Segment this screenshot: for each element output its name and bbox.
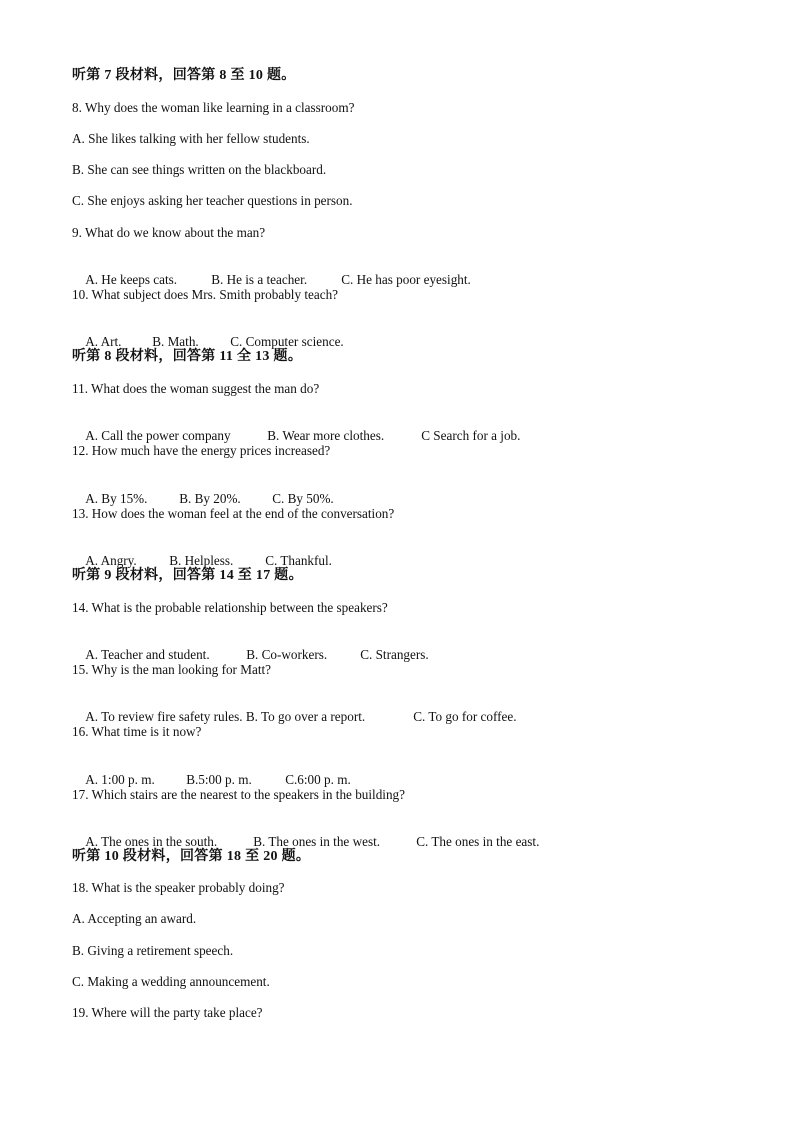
question-text: 17. Which stairs are the nearest to the speakers in the building? (72, 787, 406, 802)
option-c: C. Computer science. (230, 334, 344, 349)
options-row (72, 631, 429, 662)
option-a: A. Teacher and student. (85, 647, 210, 662)
option-a: A. By 15%. (85, 491, 148, 506)
option-line: B. She can see things written on the blackboard. (72, 162, 327, 177)
question-text: 10. What subject does Mrs. Smith probably teach? (72, 287, 339, 302)
section-heading: 听第 10 段材料，回答第 18 至 20 题。 (72, 849, 311, 864)
options-row (72, 475, 334, 506)
option-c: C. The ones in the east. (416, 834, 540, 849)
question-text: 16. What time is it now? (72, 724, 202, 739)
options-row (72, 412, 521, 443)
option-b: B. Co-workers. (246, 647, 328, 662)
question-text: 12. How much have the energy prices increased? (72, 443, 331, 458)
options-row (72, 818, 540, 849)
option-a: A. 1:00 p. m. (85, 772, 155, 787)
options-row (72, 756, 351, 787)
option-a: A. Art. (85, 334, 122, 349)
option-b: B.5:00 p. m. (186, 772, 252, 787)
option-c: C. To go for coffee. (413, 709, 517, 724)
option-c: C. By 50%. (272, 491, 334, 506)
section-heading: 听第 8 段材料，回答第 11 全 13 题。 (72, 349, 303, 364)
option-a: A. He keeps cats. (85, 272, 178, 287)
option-a: A. Call the power company (85, 428, 231, 443)
question-text: 8. Why does the woman like learning in a classroom? (72, 100, 355, 115)
question-text: 14. What is the probable relationship between the speakers? (72, 600, 388, 615)
option-b: B. Helpless. (169, 553, 234, 568)
option-a-b: A. To review fire safety rules. B. To go over a report. (85, 709, 366, 724)
option-a: A. The ones in the south. (85, 834, 218, 849)
section-heading: 听第 7 段材料，回答第 8 至 10 题。 (72, 68, 296, 83)
option-line: C. Making a wedding announcement. (72, 974, 270, 989)
option-c: C.6:00 p. m. (285, 772, 351, 787)
option-c: C. Thankful. (265, 553, 332, 568)
option-a: A. Angry. (85, 553, 137, 568)
option-c: C. He has poor eyesight. (341, 272, 471, 287)
option-line: C. She enjoys asking her teacher questions in person. (72, 193, 353, 208)
question-text: 19. Where will the party take place? (72, 1005, 263, 1020)
question-text: 9. What do we know about the man? (72, 225, 266, 240)
question-text: 15. Why is the man looking for Matt? (72, 662, 272, 677)
question-text: 13. How does the woman feel at the end of the conversation? (72, 506, 395, 521)
options-row (72, 318, 344, 349)
question-text: 11. What does the woman suggest the man do? (72, 381, 320, 396)
option-line: A. Accepting an award. (72, 911, 197, 926)
options-row (72, 537, 332, 568)
option-b: B. Math. (152, 334, 199, 349)
option-b: B. He is a teacher. (211, 272, 308, 287)
option-b: B. Wear more clothes. (267, 428, 385, 443)
section-heading: 听第 9 段材料，回答第 14 至 17 题。 (72, 568, 303, 583)
option-b: B. By 20%. (179, 491, 241, 506)
option-b: B. The ones in the west. (253, 834, 381, 849)
options-row (72, 256, 471, 287)
options-row (72, 693, 517, 724)
option-line: A. She likes talking with her fellow students. (72, 131, 310, 146)
option-c: C. Strangers. (360, 647, 429, 662)
option-line: B. Giving a retirement speech. (72, 943, 234, 958)
option-c: C Search for a job. (421, 428, 521, 443)
question-text: 18. What is the speaker probably doing? (72, 880, 285, 895)
